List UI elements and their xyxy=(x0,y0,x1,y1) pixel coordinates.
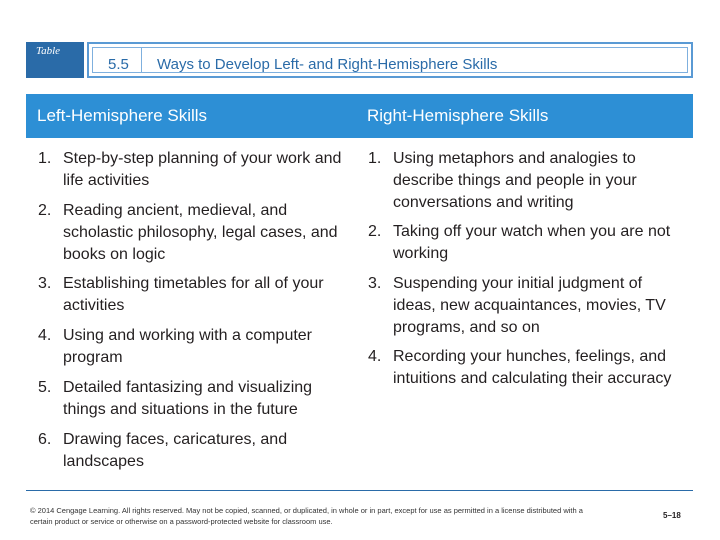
right-column-heading: Right-Hemisphere Skills xyxy=(367,106,549,125)
item-number: 4. xyxy=(368,348,382,365)
item-number: 3. xyxy=(38,275,52,292)
list-item xyxy=(38,148,358,192)
header-divider xyxy=(141,47,142,73)
item-text: Step-by-step planning of your work and life activities xyxy=(63,150,342,189)
footer-divider xyxy=(26,490,693,491)
slide-number: 5–18 xyxy=(663,511,681,520)
copyright-notice: © 2014 Cengage Learning. All rights reserved. May not be copied, scanned, or duplicated, in whole or in part, except for use as permitted in a license distributed with a certain product or service or otherwise on a password-protected website for classroom use. xyxy=(30,506,583,526)
item-text: Reading ancient, medieval, and scholastic philosophy, legal cases, and books on logic xyxy=(63,202,338,263)
item-number: 4. xyxy=(38,327,52,344)
item-number: 1. xyxy=(368,150,382,167)
list-item xyxy=(38,325,358,369)
list-item xyxy=(38,200,358,266)
item-text: Taking off your watch when you are not working xyxy=(393,223,671,262)
list-item xyxy=(38,377,358,421)
list-item xyxy=(38,429,358,473)
item-text: Using and working with a computer program xyxy=(63,327,313,366)
item-text: Establishing timetables for all of your activities xyxy=(63,275,324,314)
table-header xyxy=(87,42,693,78)
list-item xyxy=(38,273,358,317)
list-item xyxy=(368,148,688,214)
item-text: Detailed fantasizing and visualizing things and situations in the future xyxy=(63,379,313,418)
item-text: Suspending your initial judgment of ideas, new acquaintances, movies, TV programs, and so on xyxy=(393,275,666,336)
item-number: 1. xyxy=(38,150,52,167)
list-item xyxy=(368,221,688,265)
table-tab-label: Table xyxy=(26,42,84,78)
item-number: 3. xyxy=(368,275,382,292)
left-column-heading: Left-Hemisphere Skills xyxy=(37,106,208,125)
item-text: Using metaphors and analogies to describe things and people in your conversations and writing xyxy=(393,150,637,211)
table-number: 5.5 xyxy=(108,56,129,73)
list-item xyxy=(368,346,688,390)
item-number: 6. xyxy=(38,431,52,448)
item-number: 2. xyxy=(368,223,382,240)
table-title: Ways to Develop Left- and Right-Hemisphere Skills xyxy=(157,56,498,73)
item-number: 5. xyxy=(38,379,52,396)
item-text: Drawing faces, caricatures, and landscapes xyxy=(63,431,288,470)
table-header-inner xyxy=(92,47,688,73)
item-text: Recording your hunches, feelings, and intuitions and calculating their accuracy xyxy=(393,348,672,387)
list-item xyxy=(368,273,688,339)
column-header-bar xyxy=(26,94,693,138)
item-number: 2. xyxy=(38,202,52,219)
